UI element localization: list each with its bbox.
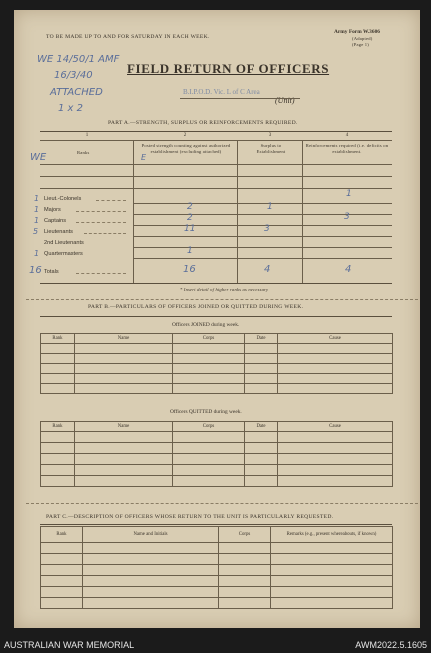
leader-dash <box>76 211 126 212</box>
leader-dash <box>76 222 126 223</box>
higher-ranks-note: * Insert detail of higher ranks as necessary <box>180 287 269 292</box>
posted-quartermasters: 1 <box>187 246 193 256</box>
total-surplus: 4 <box>264 264 271 275</box>
instruction-text: TO BE MADE UP TO AND FOR SATURDAY IN EACH WEEK. <box>46 34 210 40</box>
rank-majors: Majors <box>44 207 61 213</box>
joined-row <box>41 344 393 354</box>
total-reinforcements: 4 <box>345 264 352 275</box>
quitted-col-cause: Cause <box>278 422 393 432</box>
leader-dash <box>96 200 126 201</box>
handwritten-attached: ATTACHED <box>50 87 103 98</box>
partc-row <box>41 554 393 565</box>
part-b-top-rule <box>40 316 392 317</box>
reinf-lt-col: 1 <box>346 189 352 199</box>
joined-col-date: Date <box>245 334 278 344</box>
unit-caption: (Unit) <box>275 96 295 105</box>
part-a-top-rule <box>40 131 392 132</box>
joined-row <box>41 384 393 394</box>
handwritten-ratio: 1 x 2 <box>58 103 83 114</box>
col-num-3: 3 <box>268 133 272 138</box>
rank-2nd-lieutenants: 2nd Lieutenants <box>44 240 84 246</box>
unit-name: B.I.P.O.D. Vic. L of C Area <box>183 88 260 96</box>
posted-captains: 2 <box>187 213 193 223</box>
partc-row <box>41 543 393 554</box>
joined-row <box>41 354 393 364</box>
part-a-header-rule <box>40 164 392 165</box>
rank-lieutenants: Lieutenants <box>44 229 73 235</box>
quitted-col-rank: Rank <box>41 422 75 432</box>
joined-title: Officers JOINED during week. <box>172 322 240 328</box>
surplus-majors: 1 <box>267 202 273 212</box>
part-a-heading: PART A.—STRENGTH, SURPLUS OR REINFORCEMENTS REQUIRED. <box>108 120 298 126</box>
part-b-heading: PART B.—PARTICULARS OF OFFICERS JOINED OR QUITTED DURING WEEK. <box>88 304 304 310</box>
quitted-col-corps: Corps <box>173 422 245 432</box>
joined-col-corps: Corps <box>173 334 245 344</box>
part-a-num-rule <box>40 140 392 141</box>
quitted-row <box>41 465 393 476</box>
part-a-vline-2 <box>237 140 238 283</box>
leader-dash <box>76 273 126 274</box>
partc-row <box>41 598 393 609</box>
row-rule <box>133 214 392 215</box>
row-rule <box>133 225 392 226</box>
rank-lieut-colonels: Lieut.-Colonels <box>44 196 82 202</box>
joined-row <box>41 374 393 384</box>
rank-captains: Captains <box>44 218 67 224</box>
posted-majors: 2 <box>187 202 193 212</box>
col-num-4: 4 <box>345 133 349 138</box>
joined-row <box>41 364 393 374</box>
rank-quartermasters: Quartermasters <box>44 251 83 257</box>
partc-row <box>41 587 393 598</box>
quitted-row <box>41 443 393 454</box>
quitted-col-date: Date <box>245 422 278 432</box>
part-c-table <box>40 526 393 609</box>
margin-mark-lieutenants: 5 <box>33 227 39 236</box>
margin-mark-majors: 1 <box>34 205 40 214</box>
row-rule <box>40 188 392 189</box>
handwritten-e-mark: E <box>141 153 147 162</box>
joined-col-name: Name <box>75 334 173 344</box>
total-posted: 16 <box>183 264 196 275</box>
partc-col-rank: Rank <box>41 527 83 543</box>
col-header-ranks: Ranks <box>77 150 90 155</box>
joined-table <box>40 333 393 394</box>
row-rule <box>133 203 392 204</box>
reinf-captains: 3 <box>344 212 350 222</box>
unit-underline <box>180 98 300 99</box>
partc-col-corps: Corps <box>219 527 271 543</box>
col-num-2: 2 <box>183 133 187 138</box>
margin-mark-captains: 1 <box>34 216 40 225</box>
quitted-table <box>40 421 393 487</box>
partc-col-name: Name and Initials <box>83 527 219 543</box>
col-num-1: 1 <box>85 133 89 138</box>
quitted-row <box>41 432 393 443</box>
handwritten-date: 16/3/40 <box>54 70 93 81</box>
part-c-heading: PART C.—DESCRIPTION OF OFFICERS WHOSE RETURN TO THE UNIT IS PARTICULARLY REQUESTED. <box>46 514 334 520</box>
part-b-separator <box>26 299 418 300</box>
posted-lieutenants: 11 <box>184 224 196 234</box>
form-adapted: (Adapted) <box>352 36 373 41</box>
partc-col-remarks: Remarks (e.g., present whereabouts, if known) <box>271 527 393 543</box>
row-rule <box>40 283 392 284</box>
form-id: Army Form W.3606 <box>334 29 380 35</box>
quitted-col-name: Name <box>75 422 173 432</box>
totals-label: Totals <box>44 269 59 275</box>
quitted-row <box>41 476 393 487</box>
joined-col-cause: Cause <box>278 334 393 344</box>
margin-mark-lt-col: 1 <box>34 194 40 203</box>
part-c-separator <box>26 503 418 504</box>
handwritten-we-amf: WE 14/50/1 AMF <box>37 54 120 65</box>
footer-credit: AUSTRALIAN WAR MEMORIAL <box>4 640 135 650</box>
part-a-vline-3 <box>302 140 303 283</box>
row-rule <box>40 176 392 177</box>
joined-col-rank: Rank <box>41 334 75 344</box>
row-rule <box>133 258 392 259</box>
row-rule <box>133 247 392 248</box>
col-header-reinforcements: Reinforcements required (i.e. deficits on establishment. <box>305 143 389 154</box>
form-title: FIELD RETURN OF OFFICERS <box>127 61 330 76</box>
col-header-surplus: Surplus to Establishment <box>256 143 286 154</box>
margin-mark-totals: 16 <box>29 265 42 276</box>
footer-accession: AWM2022.5.1605 <box>355 640 427 650</box>
form-page-number: (Page 1) <box>352 42 370 47</box>
quitted-row <box>41 454 393 465</box>
row-rule <box>133 236 392 237</box>
leader-dash <box>84 233 126 234</box>
partc-row <box>41 576 393 587</box>
margin-mark-qm: 1 <box>34 249 40 258</box>
handwritten-we-mark: WE <box>30 152 47 163</box>
col-header-posted: Posted strength counting against authorized establishment (excluding attached) <box>141 143 231 154</box>
surplus-lieutenants: 3 <box>264 224 270 234</box>
quitted-title: Officers QUITTED during week. <box>170 409 242 415</box>
partc-row <box>41 565 393 576</box>
part-c-top-rule <box>40 524 392 525</box>
part-a-vline-1 <box>133 140 134 283</box>
